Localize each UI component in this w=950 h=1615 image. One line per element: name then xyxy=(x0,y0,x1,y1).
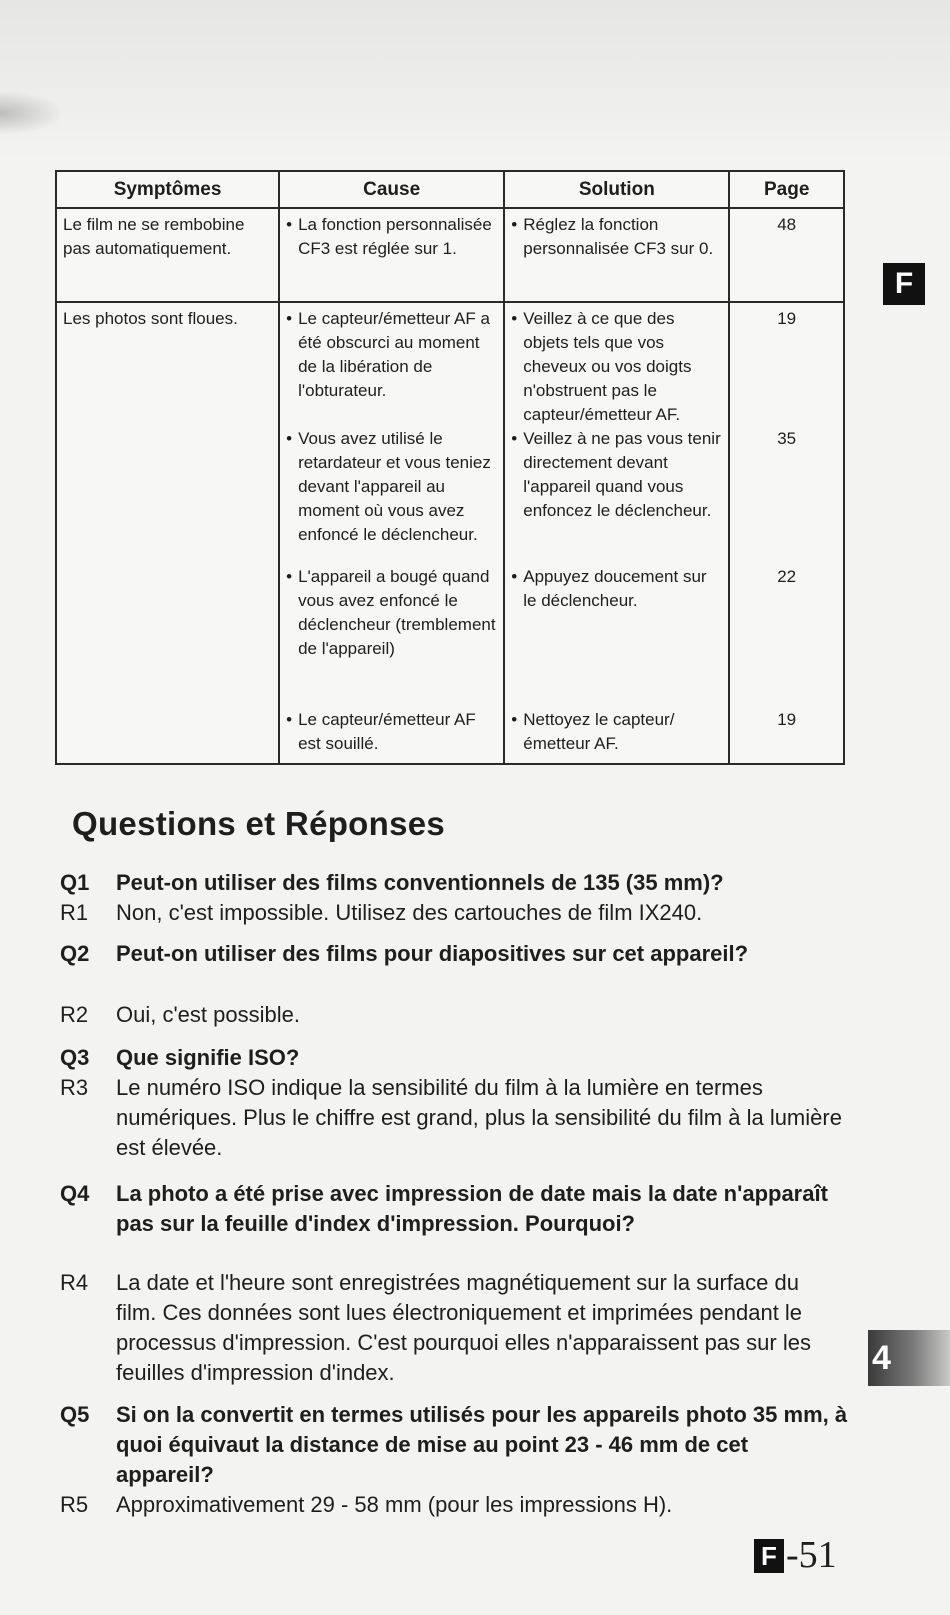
solution-cell xyxy=(504,208,729,302)
answer-2 xyxy=(60,1000,850,1030)
table-row xyxy=(56,208,844,302)
cause-item: • Le capteur/émetteur AF a été obscurci au moment de la libération de l'obturateur. xyxy=(286,307,497,427)
solution-item: • Appuyez doucement sur le déclencheur. xyxy=(511,565,722,708)
question-5 xyxy=(60,1400,850,1490)
header-page: Page xyxy=(729,171,844,208)
question-label: Q1 xyxy=(60,870,90,895)
page-number-text: -51 xyxy=(786,1534,837,1576)
answer-5 xyxy=(60,1490,850,1520)
question-4 xyxy=(60,1179,850,1239)
troubleshooting-table xyxy=(55,170,845,765)
answer-text: La date et l'heure sont enregistrées magnétiquement sur la surface du film. Ces données sont lues électroniquement et imprimées pendant le processus d'impression. C'est pourquoi elles n'apparaissent pas sur les feuilles d'impression d'index. xyxy=(116,1270,811,1385)
solution-item: • Nettoyez le capteur/émetteur AF. xyxy=(511,708,722,756)
question-label: Q5 xyxy=(60,1402,90,1427)
question-2 xyxy=(60,939,850,969)
question-1 xyxy=(60,868,850,898)
page-ref: 19 xyxy=(777,710,797,729)
page-ref: 19 xyxy=(777,309,797,328)
question-label: Q4 xyxy=(60,1181,90,1206)
page-shadow xyxy=(0,0,950,160)
cause-item: • Le capteur/émetteur AF est souillé. xyxy=(286,708,497,756)
answer-label: R5 xyxy=(60,1492,89,1517)
answer-text: Le numéro ISO indique la sensibilité du film à la lumière en termes numériques. Plus le chiffre est grand, plus la sensibilité du film à la lumière est élevée. xyxy=(116,1075,842,1160)
chapter-tab: 4 xyxy=(868,1330,950,1386)
section-title: Questions et Réponses xyxy=(72,805,446,842)
answer-4 xyxy=(60,1268,840,1388)
solution-item: • Réglez la fonction personnalisée CF3 sur 0. xyxy=(511,213,722,261)
page-ref: 35 xyxy=(777,429,797,448)
question-3 xyxy=(60,1043,850,1073)
scan-smudge xyxy=(0,92,60,134)
header-solution: Solution xyxy=(504,171,729,208)
solution-item: • Veillez à ne pas vous tenir directement devant l'appareil quand vous enfoncez le déclencheur. xyxy=(511,427,722,565)
answer-label: R2 xyxy=(60,1002,89,1027)
question-text: Si on la convertit en termes utilisés pour les appareils photo 35 mm, à quoi équivaut la distance de mise au point 23 - 46 mm de cet appareil? xyxy=(116,1402,848,1487)
cause-item: • La fonction personnalisée CF3 est réglée sur 1. xyxy=(286,213,497,261)
answer-text: Approximativement 29 - 58 mm (pour les impressions H). xyxy=(116,1492,673,1517)
answer-3 xyxy=(60,1073,850,1163)
cause-cell xyxy=(279,302,504,764)
answer-text: Non, c'est impossible. Utilisez des cartouches de film IX240. xyxy=(116,900,703,925)
table-row xyxy=(56,302,844,764)
cause-cell xyxy=(279,208,504,302)
page-number xyxy=(754,1535,837,1575)
question-text: La photo a été prise avec impression de date mais la date n'apparaît pas sur la feuille d'index d'impression. Pourquoi? xyxy=(116,1181,828,1236)
cause-item: • L'appareil a bougé quand vous avez enfoncé le déclencheur (tremblement de l'appareil) xyxy=(286,565,497,708)
page-ref: 22 xyxy=(777,567,797,586)
header-cause: Cause xyxy=(279,171,504,208)
symptom-cell: Le film ne se rembobine pas automatiquement. xyxy=(56,208,279,302)
question-text: Peut-on utiliser des films pour diapositives sur cet appareil? xyxy=(116,941,749,966)
answer-label: R4 xyxy=(60,1270,89,1295)
page-prefix-badge: F xyxy=(754,1539,784,1573)
table-header-row xyxy=(56,171,844,208)
cause-item: • Vous avez utilisé le retardateur et vous teniez devant l'appareil au moment où vous avez enfoncé le déclencheur. xyxy=(286,427,497,565)
answer-text: Oui, c'est possible. xyxy=(116,1002,300,1027)
answer-1 xyxy=(60,898,850,928)
solution-item: • Veillez à ce que des objets tels que vos cheveux ou vos doigts n'obstruent pas le capteur/émetteur AF. xyxy=(511,307,722,427)
question-text: Peut-on utiliser des films conventionnels de 135 (35 mm)? xyxy=(116,870,724,895)
answer-label: R3 xyxy=(60,1075,89,1100)
page-cell xyxy=(729,302,844,764)
page-cell: 48 xyxy=(729,208,844,302)
answer-label: R1 xyxy=(60,900,89,925)
language-tab: F xyxy=(883,263,925,305)
solution-cell xyxy=(504,302,729,764)
question-label: Q3 xyxy=(60,1045,90,1070)
question-label: Q2 xyxy=(60,941,90,966)
symptom-cell: Les photos sont floues. xyxy=(56,302,279,764)
question-text: Que signifie ISO? xyxy=(116,1045,300,1070)
header-symptoms: Symptômes xyxy=(56,171,279,208)
